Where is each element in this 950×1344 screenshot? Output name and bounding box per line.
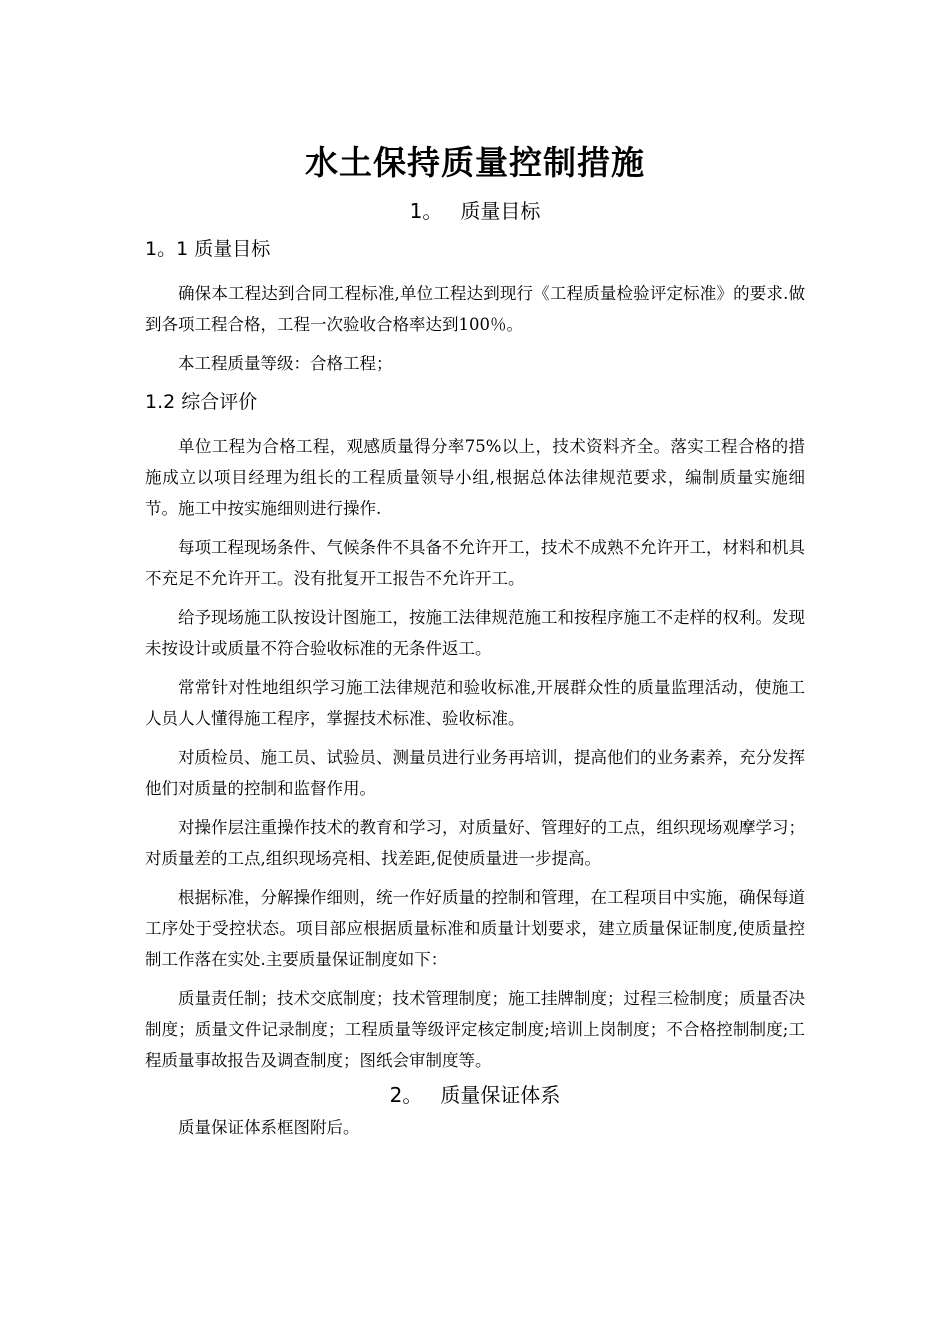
paragraph: 常常针对性地组织学习施工法律规范和验收标准,开展群众性的质量监理活动，使施工人员人人懂得施工程序，掌握技术标准、验收标准。 <box>145 678 805 728</box>
paragraph: 给予现场施工队按设计图施工，按施工法律规范施工和按程序施工不走样的权利。发现未按设计或质量不符合验收标准的无条件返工。 <box>145 608 805 658</box>
paragraph: 单位工程为合格工程，观感质量得分率75%以上，技术资料齐全。落实工程合格的措施成立以项目经理为组长的工程质量领导小组,根据总体法律规范要求，编制质量实施细节。施工中按实施细则进行操作. <box>145 437 805 518</box>
paragraph: 质量责任制；技术交底制度；技术管理制度；施工挂牌制度；过程三检制度；质量否决制度；质量文件记录制度；工程质量等级评定核定制度;培训上岗制度；不合格控制制度;工程质量事故报告及调查制度；图纸会审制度等。 <box>145 989 805 1070</box>
subsection-heading-1-2: 1.2 综合评价 <box>145 391 258 413</box>
section-title: 质量目标 <box>460 199 541 223</box>
subsection-heading-1-1: 1。1 质量目标 <box>145 238 271 260</box>
section-heading-1 <box>145 196 805 226</box>
paragraph: 确保本工程达到合同工程标准,单位工程达到现行《工程质量检验评定标准》的要求.做到各项工程合格，工程一次验收合格率达到100％。 <box>145 284 805 334</box>
paragraph: 质量保证体系框图附后。 <box>178 1118 360 1137</box>
paragraph: 对质检员、施工员、试验员、测量员进行业务再培训，提高他们的业务素养，充分发挥他们对质量的控制和监督作用。 <box>145 748 805 798</box>
document-title: 水土保持质量控制措施 <box>305 143 645 182</box>
section-title: 质量保证体系 <box>440 1083 561 1107</box>
section-heading-2 <box>145 1080 805 1110</box>
section-number: 2。 <box>389 1083 423 1107</box>
document-body <box>145 138 805 1143</box>
paragraph: 根据标准，分解操作细则，统一作好质量的控制和管理，在工程项目中实施，确保每道工序处于受控状态。项目部应根据质量标准和质量计划要求，建立质量保证制度,使质量控制工作落在实处.主要质量保证制度如下： <box>145 888 805 969</box>
paragraph: 对操作层注重操作技术的教育和学习，对质量好、管理好的工点，组织现场观摩学习；对质量差的工点,组织现场亮相、找差距,促使质量进一步提高。 <box>145 818 805 868</box>
section-number: 1。 <box>409 199 443 223</box>
paragraph: 本工程质量等级：合格工程； <box>178 354 393 373</box>
paragraph: 每项工程现场条件、气候条件不具备不允许开工，技术不成熟不允许开工，材料和机具不充足不允许开工。没有批复开工报告不允许开工。 <box>145 538 805 588</box>
